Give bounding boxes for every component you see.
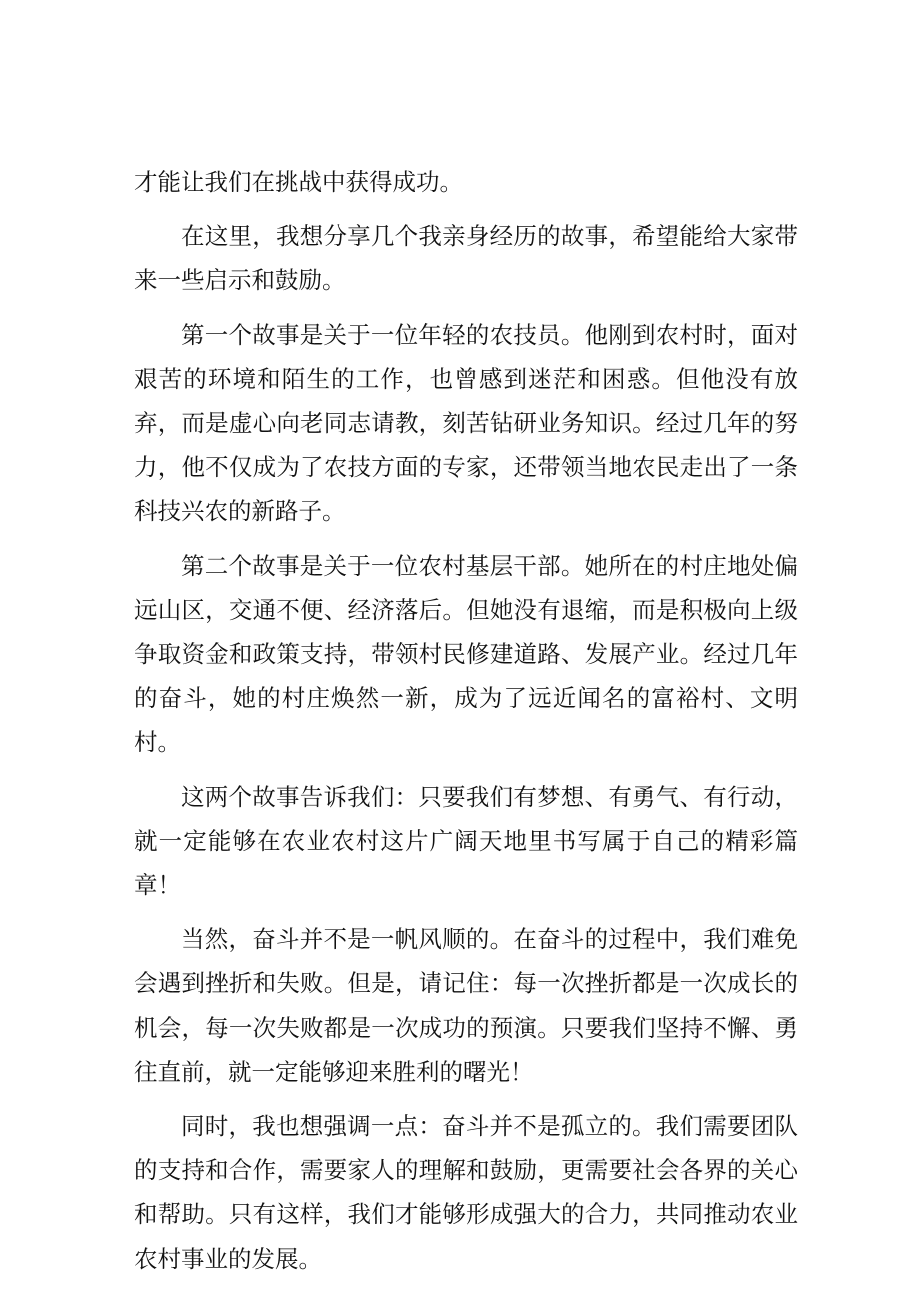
paragraph-story-one: 第一个故事是关于一位年轻的农技员。他刚到农村时，面对艰苦的环境和陌生的工作，也曾感到迷茫和困惑。但他没有放弃，而是虚心向老同志请教，刻苦钻研业务知识。经过几年的努力，他不仅成为了农技方面的专家，还带领当地农民走出了一条科技兴农的新路子。	[134, 320, 798, 526]
paragraph-story-two: 第二个故事是关于一位农村基层干部。她所在的村庄地处偏远山区，交通不便、经济落后。但她没有退缩，而是积极向上级争取资金和政策支持，带领村民修建道路、发展产业。经过几年的奋斗，她的村庄焕然一新，成为了远近闻名的富裕村、文明村。	[134, 551, 798, 757]
paragraph-setbacks: 当然，奋斗并不是一帆风顺的。在奋斗的过程中，我们难免会遇到挫折和失败。但是，请记住：每一次挫折都是一次成长的机会，每一次失败都是一次成功的预演。只要我们坚持不懈、勇往直前，就一定能够迎来胜利的曙光！	[134, 925, 798, 1086]
paragraph-lesson: 这两个故事告诉我们：只要我们有梦想、有勇气、有行动，就一定能够在农业农村这片广阔天地里书写属于自己的精彩篇章！	[134, 782, 798, 900]
paragraph-intro-stories: 在这里，我想分享几个我亲身经历的故事，希望能给大家带来一些启示和鼓励。	[134, 222, 798, 295]
document-body	[134, 160, 798, 1291]
paragraph-continuation: 才能让我们在挑战中获得成功。	[134, 168, 463, 196]
paragraph-teamwork: 同时，我也想强调一点：奋斗并不是孤立的。我们需要团队的支持和合作，需要家人的理解和鼓励，更需要社会各界的关心和帮助。只有这样，我们才能够形成强大的合力，共同推动农业农村事业的发展。	[134, 1112, 798, 1273]
